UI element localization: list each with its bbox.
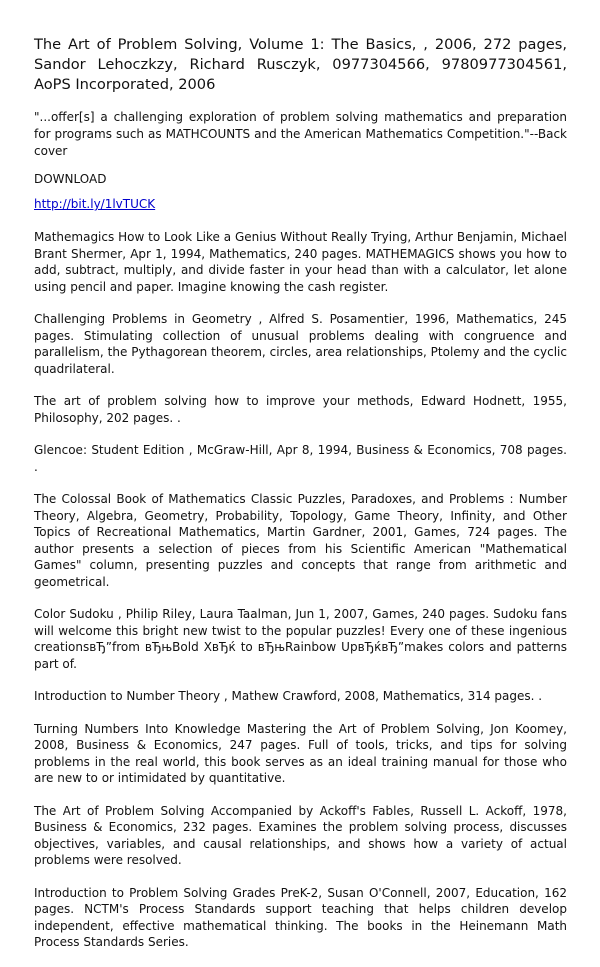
book-entry: Color Sudoku , Philip Riley, Laura Taalman, Jun 1, 2007, Games, 240 pages. Sudoku fans will welcome this bright new twist to the popular puzzles! Every one of these ingenious creationsвЂ”from вЂњBold XвЂќ to вЂњRainbow UpвЂќвЂ”makes colors and patterns part of. bbox=[34, 607, 567, 671]
book-entry: Mathemagics How to Look Like a Genius Without Really Trying, Arthur Benjamin, Michael Brant Shermer, Apr 1, 1994, Mathematics, 240 pages. MATHEMAGICS shows you how to add, subtract, multiply, and divide faster in your head than with a calculator, let alone using pencil and paper. Imagine knowing the cash register. bbox=[34, 230, 567, 294]
book-entry: The art of problem solving how to improve your methods, Edward Hodnett, 1955, Philosophy, 202 pages. . bbox=[34, 394, 567, 425]
book-entry: Glencoe: Student Edition , McGraw-Hill, Apr 8, 1994, Business & Economics, 708 pages. . bbox=[34, 443, 567, 474]
book-entry: Turning Numbers Into Knowledge Mastering the Art of Problem Solving, Jon Koomey, 2008, Business & Economics, 247 pages. Full of tools, tricks, and tips for solving problems in the real world, this book serves as an ideal training manual for those who are new to or intimidated by quantitative. bbox=[34, 721, 567, 785]
book-entry: The Colossal Book of Mathematics Classic Puzzles, Paradoxes, and Problems : Number Theory, Algebra, Geometry, Probability, Topology, Game Theory, Infinity, and Other Topics of Recreational Mathematics, Martin Gardner, 2001, Games, 724 pages. The author presents a selection of pieces from his Scientific American "Mathematical Games" column, presenting puzzles and concepts that range from arithmetic and geometrical. bbox=[34, 492, 567, 589]
download-link[interactable]: http://bit.ly/1lvTUCK bbox=[34, 197, 156, 211]
book-entry: Challenging Problems in Geometry , Alfred S. Posamentier, 1996, Mathematics, 245 pages. Stimulating collection of unusual problems dealing with congruence and parallelism, the Pythagorean theorem, circles, area relationships, Ptolemy and the cyclic quadrilateral. bbox=[34, 312, 567, 376]
book-entry: Introduction to Number Theory , Mathew Crawford, 2008, Mathematics, 314 pages. . bbox=[34, 689, 543, 703]
document-page bbox=[34, 35, 567, 967]
book-entry: Introduction to Problem Solving Grades PreK-2, Susan O'Connell, 2007, Education, 162 pages. NCTM's Process Standards support teaching that helps children develop independent, effective mathematical thinking. The books in the Heinemann Math Process Standards Series. bbox=[34, 885, 567, 949]
document-title: The Art of Problem Solving, Volume 1: The Basics, , 2006, 272 pages, Sandor Lehoczkzy, Richard Rusczyk, 0977304566, 9780977304561, AoPS Incorporated, 2006 bbox=[34, 36, 567, 93]
download-label: DOWNLOAD bbox=[34, 172, 107, 186]
book-entry: The Art of Problem Solving Accompanied by Ackoff's Fables, Russell L. Ackoff, 1978, Business & Economics, 232 pages. Examines the problem solving process, discusses objectives, variables, and causal relationships, and shows how a variety of actual problems were resolved. bbox=[34, 803, 567, 867]
back-cover-quote: "...offer[s] a challenging exploration of problem solving mathematics and preparation for programs such as MATHCOUNTS and the American Mathematics Competition."--Back cover bbox=[34, 110, 567, 158]
